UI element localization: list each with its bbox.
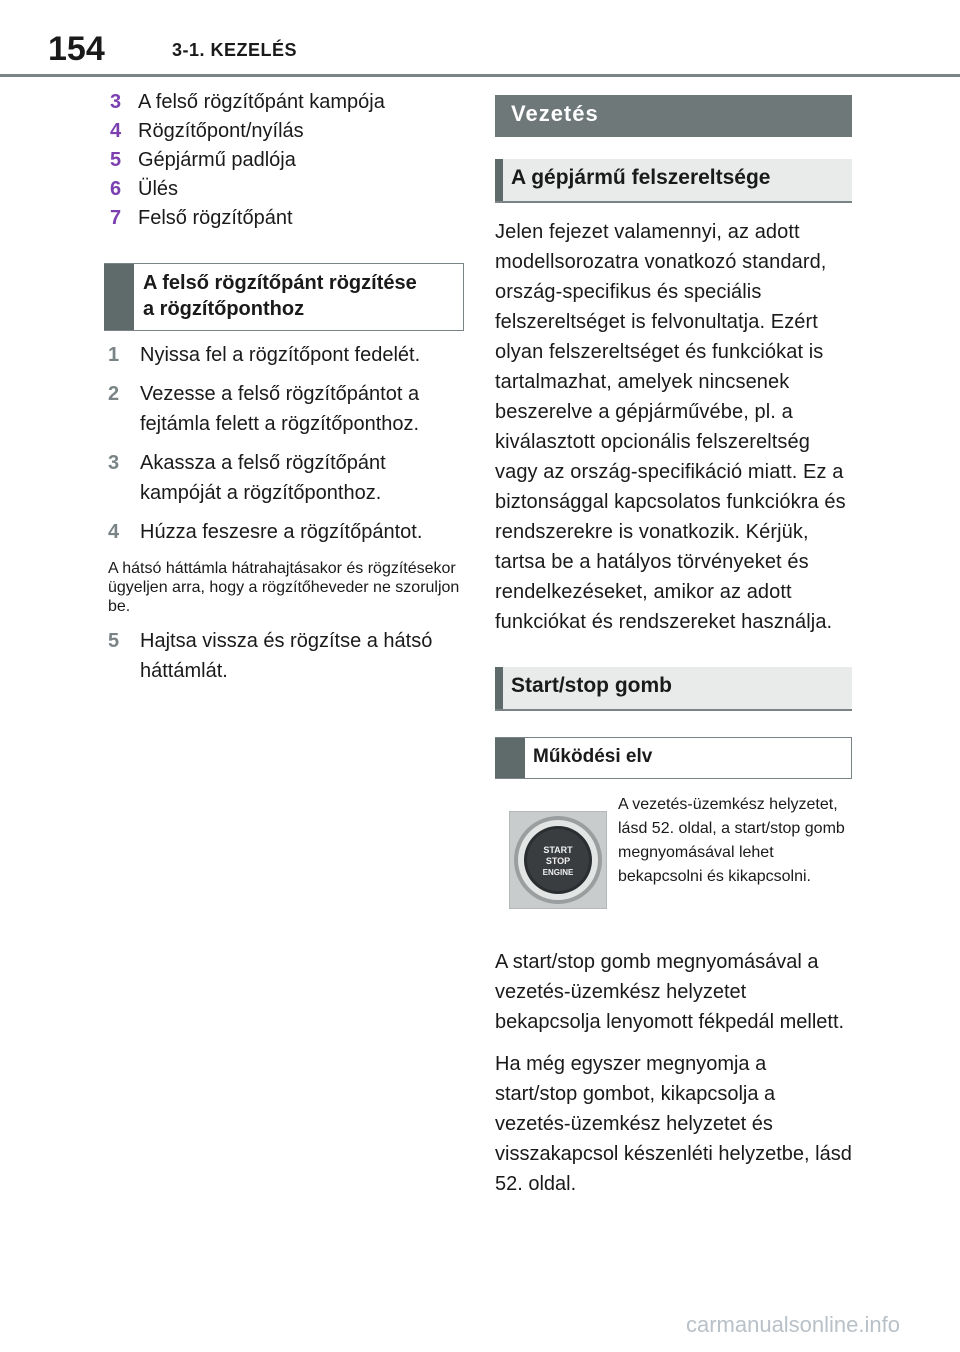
button-label-stop: STOP <box>545 856 571 866</box>
section-heading <box>495 667 852 711</box>
subheading-box <box>104 263 464 331</box>
step-number: 1 <box>108 344 120 366</box>
step-text: Nyissa fel a rögzítőpont fedelét. <box>140 344 421 366</box>
section-heading-bar <box>495 159 503 201</box>
step-item <box>108 340 464 370</box>
button-caption: A vezetés-üzemkész helyzetet, lásd 52. oldal, a start/stop gomb megnyomásával lehet bekapcsolni és kikapcsolni. <box>618 796 845 885</box>
step-text: Húzza feszesre a rögzítőpántot. <box>140 521 423 543</box>
legend-number: 4 <box>110 120 122 142</box>
chapter-band: Vezetés <box>495 95 852 137</box>
subheading-box <box>495 737 852 779</box>
body-paragraph: A start/stop gomb megnyomásával a vezetés-üzemkész helyzetet bekapcsolja lenyomott fékpedál mellett. <box>495 951 845 1033</box>
legend-number: 6 <box>110 178 122 200</box>
step-item <box>108 379 464 439</box>
header-divider <box>0 74 960 77</box>
legend-item <box>108 88 464 117</box>
legend-item <box>108 146 464 175</box>
section-heading-text: Start/stop gomb <box>511 674 672 697</box>
section-heading-bar <box>495 667 503 709</box>
step-item <box>108 517 464 547</box>
subheading-line: a rögzítőponthoz <box>143 298 305 320</box>
left-column <box>108 88 464 686</box>
button-label-start: START <box>543 845 573 855</box>
legend-label: Felső rögzítőpánt <box>138 207 293 229</box>
legend-label: Ülés <box>138 178 179 200</box>
legend-number: 3 <box>110 91 122 113</box>
legend-label: Rögzítőpont/nyílás <box>138 120 304 142</box>
section-heading <box>495 159 852 203</box>
step-item <box>108 448 464 508</box>
start-stop-button-icon <box>510 812 606 908</box>
legend-list <box>108 88 464 233</box>
step-number: 4 <box>108 521 120 543</box>
subheading-bar <box>495 738 525 778</box>
right-column <box>495 95 852 1199</box>
step-text: Vezesse a felső rögzítőpántot a fejtámla felett a rögzítőponthoz. <box>140 383 420 435</box>
legend-item <box>108 117 464 146</box>
start-stop-button-image <box>509 811 607 909</box>
subheading-text <box>143 270 453 322</box>
step-number: 5 <box>108 630 120 652</box>
step-text: Hajtsa vissza és rögzítse a hátsó háttámlát. <box>140 630 433 682</box>
button-label-engine: ENGINE <box>542 868 574 877</box>
legend-number: 7 <box>110 207 122 229</box>
footer-watermark: carmanualsonline.info <box>685 1312 900 1337</box>
subheading-text: Működési elv <box>533 746 653 767</box>
note-text: A hátsó háttámla hátrahajtásakor és rögzítésekor ügyeljen arra, hogy a rögzítőheveder ne szoruljon be. <box>108 560 460 615</box>
legend-number: 5 <box>110 149 122 171</box>
body-paragraph: Jelen fejezet valamennyi, az adott modellsorozatra vonatkozó standard, ország-specifikus és speciális felszereltséget is felvonultatja. Ezért olyan felszereltséget és funkciókat is tartalmazhat, amelyek nincsenek beszerelve a gépjárművébe, pl. a kiválasztott opcionális felszereltség vagy az ország-specifikáció miatt. Ez a biztonsággal kapcsolatos funkciókra és rendszerekre is vonatkozik. Kérjük, tartsa be a hatályos törvényeket és rendelkezéseket, amikor az adott funkciókat és rendszereket használja. <box>495 221 846 633</box>
legend-item <box>108 204 464 233</box>
subheading-bar <box>104 264 134 330</box>
steps-list <box>108 340 464 547</box>
section-title: 3-1. KEZELÉS <box>172 40 298 60</box>
step-number: 2 <box>108 383 120 405</box>
step-text: Akassza a felső rögzítőpánt kampóját a rögzítőponthoz. <box>140 452 386 504</box>
legend-label: A felső rögzítőpánt kampója <box>138 91 385 113</box>
step-number: 3 <box>108 452 120 474</box>
page-number: 154 <box>48 30 105 68</box>
button-illustration-row <box>495 791 852 939</box>
legend-label: Gépjármű padlója <box>138 149 296 171</box>
section-heading-text: A gépjármű felszereltsége <box>511 166 771 189</box>
step-item <box>108 626 464 686</box>
page-header <box>0 0 960 80</box>
legend-item <box>108 175 464 204</box>
body-paragraph: Ha még egyszer megnyomja a start/stop gombot, kikapcsolja a vezetés-üzemkész helyzetet és visszakapcsol készenléti helyzetbe, lásd 52. oldal. <box>495 1053 852 1195</box>
subheading-line: A felső rögzítőpánt rögzítése <box>143 272 417 294</box>
